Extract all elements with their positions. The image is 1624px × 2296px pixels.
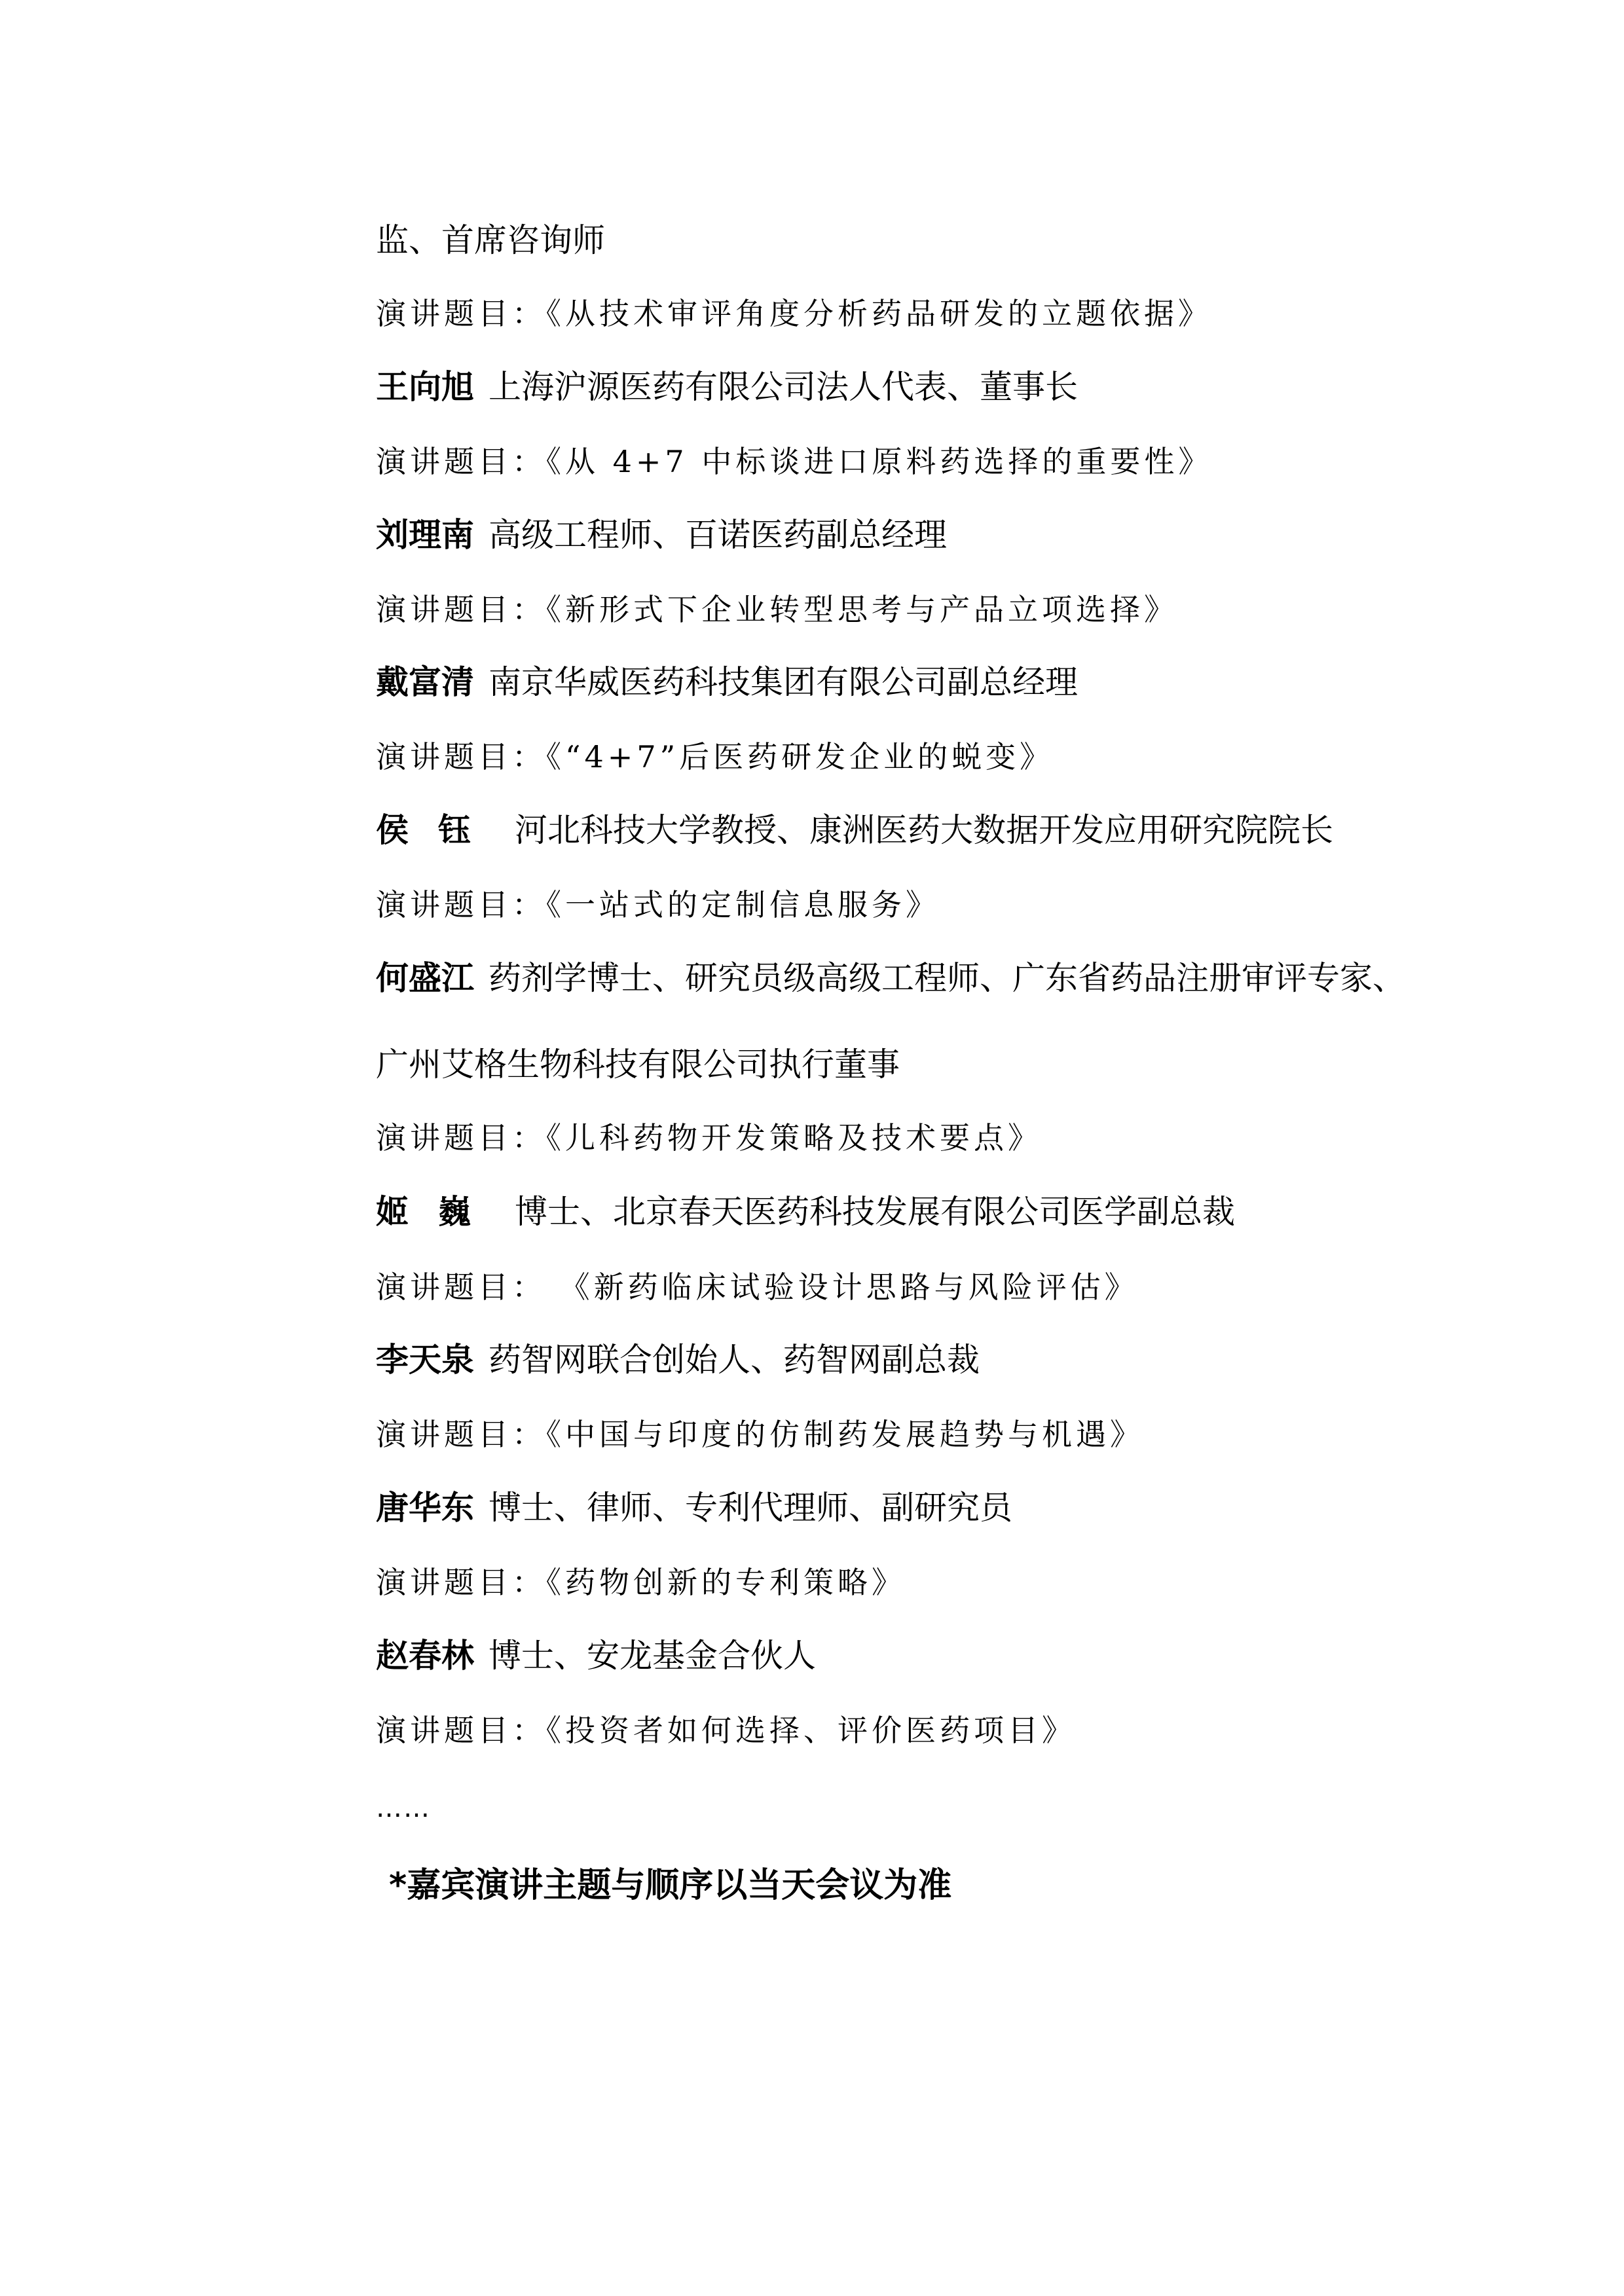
- topic-prefix: 演讲题目：: [376, 1417, 546, 1452]
- schedule-note: *嘉宾演讲主题与顺序以当天会议为准: [389, 1866, 952, 1905]
- speaker-title: 河北科技大学教授、康洲医药大数据开发应用研究院院长: [515, 811, 1333, 849]
- speaker-name: 戴富清: [376, 663, 474, 701]
- topic-prefix: 演讲题目：: [376, 1565, 546, 1600]
- topic-prefix: 演讲题目：: [376, 1713, 546, 1748]
- topic-line-3: [376, 594, 1178, 625]
- topic-text: 《从技术审评角度分析药品研发的立题依据》: [546, 296, 1212, 331]
- speaker-name: 李天泉: [376, 1341, 474, 1379]
- speaker-row-2: [376, 368, 1078, 406]
- topic-text: 《药物创新的专利策略》: [546, 1565, 906, 1600]
- topic-text: 《“4+7”后医药研发企业的蜕变》: [546, 739, 1054, 774]
- speaker-title-continuation: 广州艾格生物科技有限公司执行董事: [376, 1046, 900, 1084]
- topic-line-9: [376, 1565, 906, 1600]
- speaker-row-10: [376, 1637, 816, 1675]
- topic-line-7: [376, 1269, 1139, 1305]
- speaker-title: 上海沪源医药有限公司法人代表、董事长: [489, 368, 1078, 406]
- speaker-row-5: [376, 811, 1333, 849]
- speaker-title: 博士、律师、专利代理师、副研究员: [489, 1489, 1012, 1527]
- speaker-name: 唐华东: [376, 1489, 474, 1527]
- speaker-row-6: [376, 959, 1405, 997]
- speaker-title: 高级工程师、百诺医药副总经理: [489, 516, 947, 554]
- speaker-name: 姬巍: [376, 1193, 500, 1231]
- topic-line-10: [376, 1713, 1076, 1748]
- topic-line-4: [376, 739, 1054, 774]
- speaker-row-8: [376, 1341, 980, 1379]
- topic-line-2: [376, 446, 1212, 477]
- speaker-title: 南京华威医药科技集团有限公司副总经理: [489, 663, 1078, 701]
- topic-line-1: [376, 296, 1212, 331]
- title-continuation: 监、首席咨询师: [376, 221, 605, 259]
- topic-line-8: [376, 1417, 1144, 1452]
- speaker-title: 博士、安龙基金合伙人: [489, 1637, 816, 1675]
- speaker-name: 何盛江: [376, 959, 474, 997]
- speaker-row-3: [376, 516, 947, 554]
- speaker-name: 侯钰: [376, 811, 500, 849]
- topic-prefix: 演讲题目：: [376, 296, 546, 331]
- speaker-title: 药剂学博士、研究员级高级工程师、广东省药品注册审评专家、: [489, 959, 1405, 997]
- speaker-row-9: [376, 1489, 1012, 1527]
- topic-text: 《投资者如何选择、评价医药项目》: [546, 1713, 1076, 1748]
- ellipsis: ……: [376, 1793, 431, 1823]
- speaker-title: 博士、北京春天医药科技发展有限公司医学副总裁: [515, 1193, 1235, 1231]
- topic-prefix: 演讲题目：: [376, 1120, 546, 1156]
- speaker-row-7: [376, 1193, 1235, 1231]
- speaker-title: 药智网联合创始人、药智网副总裁: [489, 1341, 980, 1379]
- topic-line-5: [376, 887, 940, 922]
- topic-text: 《从 4+7 中标谈进口原料药选择的重要性》: [546, 444, 1213, 479]
- topic-text: 《儿科药物开发策略及技术要点》: [546, 1120, 1042, 1156]
- topic-prefix: 演讲题目：: [376, 739, 546, 774]
- topic-prefix: 演讲题目：: [376, 444, 546, 479]
- topic-text: 《一站式的定制信息服务》: [546, 887, 940, 922]
- topic-text: 《新形式下企业转型思考与产品立项选择》: [546, 592, 1178, 627]
- topic-text: 《新药临床试验设计思路与风险评估》: [546, 1269, 1139, 1305]
- topic-prefix: 演讲题目：: [376, 1269, 546, 1305]
- topic-prefix: 演讲题目：: [376, 592, 546, 627]
- speaker-name: 刘理南: [376, 516, 474, 554]
- speaker-row-4: [376, 663, 1078, 701]
- speaker-name: 赵春林: [376, 1637, 474, 1675]
- topic-text: 《中国与印度的仿制药发展趋势与机遇》: [546, 1417, 1144, 1452]
- topic-line-6: [376, 1120, 1042, 1156]
- topic-prefix: 演讲题目：: [376, 887, 546, 922]
- speaker-name: 王向旭: [376, 368, 474, 406]
